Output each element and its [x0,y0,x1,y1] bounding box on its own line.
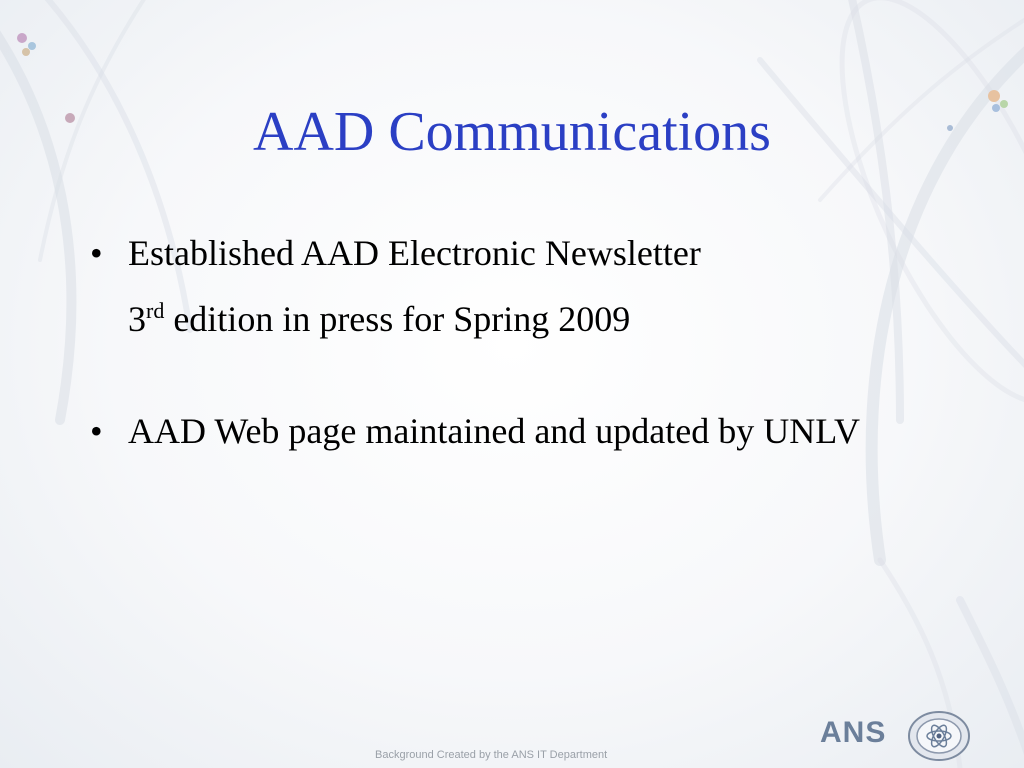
slide-title: AAD Communications [253,101,771,163]
particle-dot [28,42,36,50]
bullet-text: AAD Web page maintained and updated by UNLV [128,411,860,451]
bullet-item [90,232,950,274]
bullet-list [90,232,950,452]
background-credit: Background Created by the ANS IT Department [375,749,608,761]
particle-dot [22,48,30,56]
particle-dot [17,33,27,43]
bullet-item [90,410,950,452]
bullet-marker: • [90,233,103,273]
edition-text: edition in press for Spring 2009 [164,299,631,339]
ans-logo-text: ANS [820,716,887,749]
ordinal-suffix: rd [146,298,165,323]
bullet-subline [90,298,950,340]
ans-seal-icon [906,710,972,762]
ans-logo [820,708,980,762]
edition-number: 3 [128,299,146,339]
bullet-text: Established AAD Electronic Newsletter [128,233,701,273]
bullet-marker: • [90,411,103,451]
